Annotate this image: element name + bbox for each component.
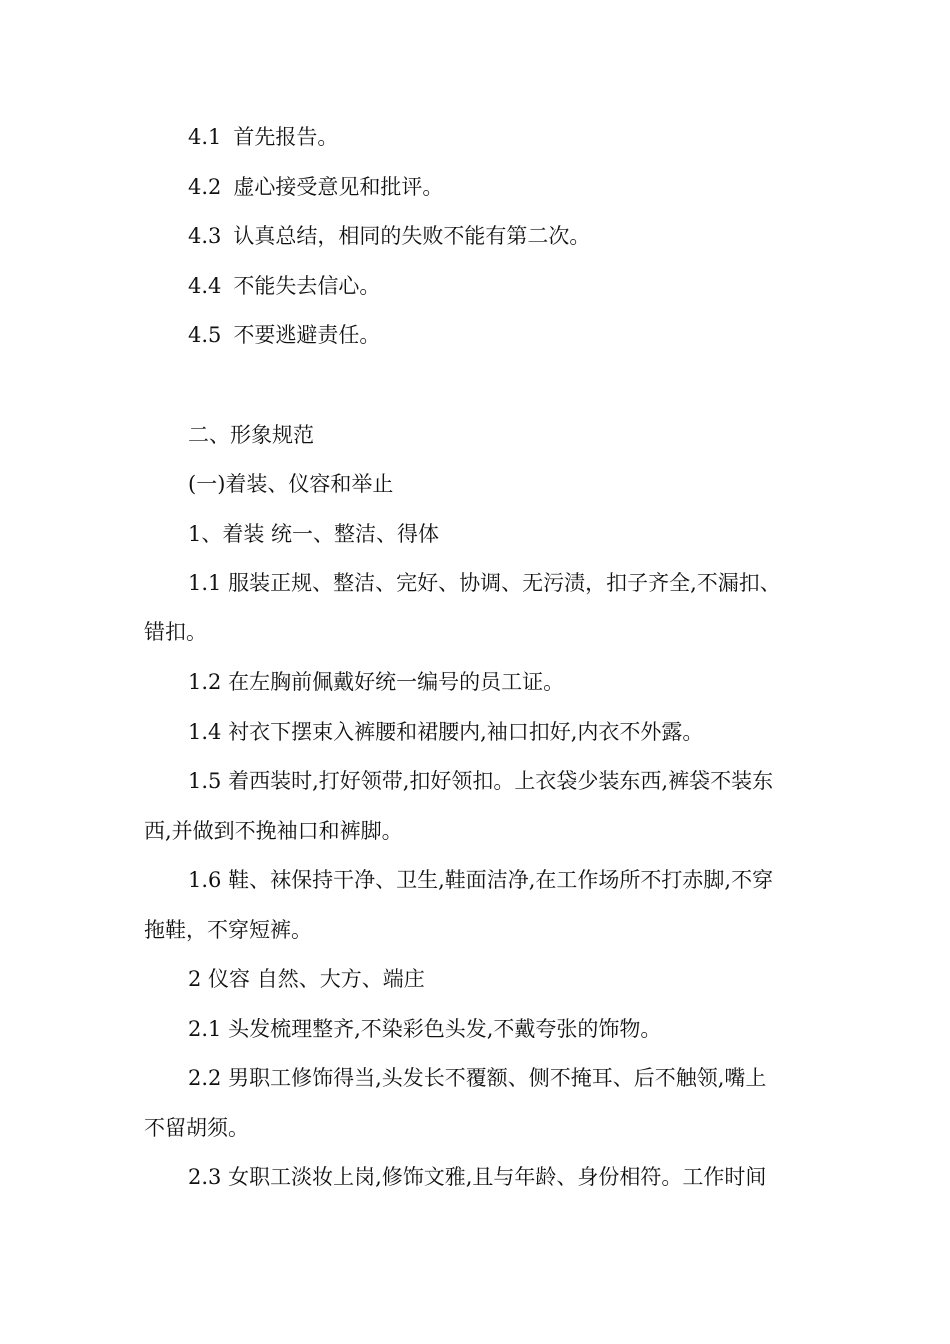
item-number: 4.1 [188, 125, 222, 149]
clause-text: 2.2 男职工修饰得当,头发长不覆额、侧不掩耳、后不触领,嘴上 [188, 1066, 767, 1090]
clause-text: 1.6 鞋、袜保持干净、卫生,鞋面洁净,在工作场所不打赤脚,不穿 [188, 868, 774, 892]
clause-text-continued: 拖鞋，不穿短裤。 [144, 918, 312, 942]
item-number: 4.3 [188, 224, 222, 248]
clause-text: 1.4 衬衣下摆束入裤腰和裙腰内,袖口扣好,内衣不外露。 [188, 720, 704, 744]
clause-text: 1.2 在左胸前佩戴好统一编号的员工证。 [188, 670, 565, 694]
list-item [188, 172, 868, 202]
item-number: 4.5 [188, 323, 222, 347]
item-text: 不要逃避责任。 [233, 323, 381, 347]
item-text: 首先报告。 [233, 125, 339, 149]
item-number: 4.4 [188, 274, 222, 298]
clause-heading: 2 仪容 自然、大方、端庄 [188, 967, 425, 991]
clause-text: 2.1 头发梳理整齐,不染彩色头发,不戴夸张的饰物。 [188, 1017, 662, 1041]
clause-text-continued: 错扣。 [144, 620, 207, 644]
item-number: 4.2 [188, 175, 222, 199]
clause-text: 1.1 服装正规、整洁、完好、协调、无污渍，扣子齐全,不漏扣、 [188, 571, 781, 595]
list-item [188, 122, 868, 152]
list-item [188, 271, 868, 301]
list-item [188, 221, 868, 251]
clause-text: 1.5 着西装时,打好领带,扣好领扣。上衣袋少装东西,裤袋不装东 [188, 769, 774, 793]
item-text: 虚心接受意见和批评。 [233, 175, 444, 199]
item-text: 不能失去信心。 [233, 274, 381, 298]
clause-heading: 1、着装 统一、整洁、得体 [188, 522, 440, 546]
item-text: 认真总结，相同的失败不能有第二次。 [233, 224, 591, 248]
subsection-title: (一)着装、仪容和举止 [188, 472, 394, 496]
clause-text: 2.3 女职工淡妆上岗,修饰文雅,且与年龄、身份相符。工作时间 [188, 1165, 767, 1189]
section-title: 二、形象规范 [188, 423, 314, 447]
clause-text-continued: 西,并做到不挽袖口和裤脚。 [144, 819, 403, 843]
clause-text-continued: 不留胡须。 [144, 1116, 249, 1140]
list-item [188, 320, 868, 350]
